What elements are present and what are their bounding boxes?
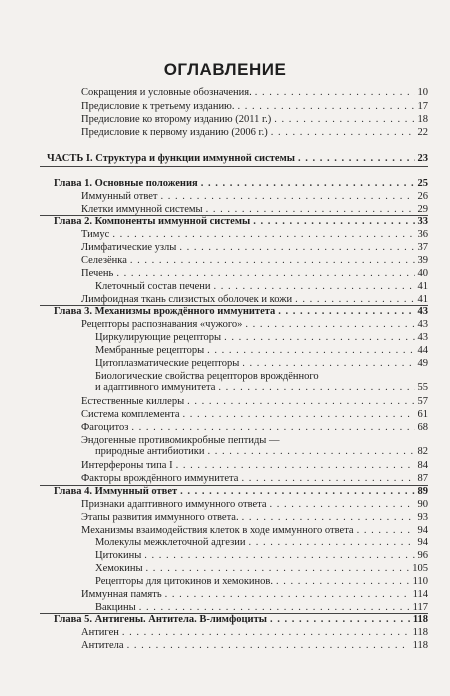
toc-entry-title: Антиген [81, 627, 119, 638]
toc-entry-title: Глава 4. Иммунный ответ [54, 486, 178, 497]
toc-leader-dots [130, 255, 415, 267]
toc-entry[interactable] [95, 563, 428, 575]
toc-entry-title: Глава 2. Компоненты иммунной системы [54, 216, 251, 227]
toc-entry-title: Глава 5. Антигены. Антитела. В-лимфоциты [54, 614, 267, 625]
toc-entry[interactable] [95, 602, 428, 614]
toc-entry-page: 105 [412, 563, 428, 574]
toc-leader-dots [248, 537, 414, 549]
toc-entry[interactable] [54, 486, 428, 498]
toc-entry-page: 39 [417, 255, 428, 266]
toc-entry-title: Биологические свойства рецепторов врождённого [95, 371, 319, 382]
toc-entry[interactable] [81, 627, 428, 639]
toc-entry-title: Печень [81, 268, 114, 279]
toc-entry[interactable] [95, 281, 428, 293]
toc-entry[interactable] [54, 216, 428, 228]
toc-entry-title: Цитокины [95, 550, 142, 561]
toc-leader-dots [122, 627, 410, 639]
toc-entry[interactable] [95, 576, 428, 588]
toc-entry[interactable] [81, 242, 428, 254]
toc-leader-dots [179, 242, 414, 254]
toc-entry-page: 41 [417, 281, 428, 292]
toc-entry-page: 114 [412, 589, 428, 600]
toc-entry-title: ЧАСТЬ I. Структура и функции иммунной системы [47, 153, 295, 164]
toc-entry-page: 44 [417, 345, 428, 356]
toc-entry[interactable] [95, 358, 428, 370]
toc-entry-page: 40 [417, 268, 428, 279]
toc-entry-title: Молекулы межклеточной адгезии [95, 537, 246, 548]
toc-entry-title: Рецепторы распознавания «чужого» [81, 319, 243, 330]
toc-entry[interactable] [95, 345, 428, 357]
toc-entry-page: 55 [417, 382, 428, 393]
toc-entry-title: Иммунный ответ [81, 191, 158, 202]
toc-entry-title: Предисловие к первому изданию (2006 г.) [81, 127, 268, 138]
toc-entry-title: Мембранные рецепторы [95, 345, 205, 356]
toc-leader-dots [242, 358, 414, 370]
toc-entry-page: 87 [417, 473, 428, 484]
toc-entry-title: Циркулирующие рецепторы [95, 332, 222, 343]
toc-entry-title: Клеточный состав печени [95, 281, 211, 292]
toc-entry[interactable] [81, 422, 428, 434]
toc-entry[interactable] [81, 409, 428, 421]
toc-leader-dots [295, 294, 414, 306]
toc-entry[interactable] [95, 537, 428, 549]
toc-entry-title: Цитоплазматические рецепторы [95, 358, 240, 369]
toc-entry-page: 110 [412, 576, 428, 587]
toc-entry-page: 82 [417, 446, 428, 457]
toc-entry-title: Рецепторы для цитокинов и хемокинов. [95, 576, 273, 587]
toc-leader-dots [176, 460, 415, 472]
toc-entry[interactable] [81, 229, 428, 241]
toc-leader-dots [112, 229, 414, 241]
toc-entry[interactable] [95, 332, 428, 344]
toc-leader-dots [206, 204, 415, 216]
toc-entry-title: Лимфоидная ткань слизистых оболочек и кожи [81, 294, 293, 305]
toc-leader-dots [238, 101, 415, 113]
toc-entry[interactable] [47, 153, 428, 165]
toc-entry[interactable] [81, 255, 428, 267]
toc-entry-page: 68 [417, 422, 428, 433]
toc-entry-title: Система комплемента [81, 409, 180, 420]
toc-entry-page: 10 [417, 87, 428, 98]
toc-entry-page: 37 [417, 242, 428, 253]
toc-entry-page: 43 [417, 306, 428, 317]
toc-entry[interactable] [54, 306, 428, 318]
section-divider [40, 166, 428, 167]
toc-leader-dots [144, 550, 414, 562]
toc-entry-title: Факторы врождённого иммунитета [81, 473, 239, 484]
toc-entry-page: 41 [417, 294, 428, 305]
toc-entry-title: Сокращения и условные обозначения. [81, 87, 252, 98]
toc-entry-page: 29 [417, 204, 428, 215]
toc-leader-dots [207, 345, 414, 357]
toc-entry-page: 94 [417, 525, 428, 536]
toc-entry-page: 25 [417, 178, 428, 189]
toc-entry-page: 118 [412, 640, 428, 651]
toc-leader-dots [131, 422, 414, 434]
toc-entry[interactable] [81, 191, 428, 203]
toc-leader-dots [298, 153, 415, 165]
toc-leader-dots [201, 178, 415, 190]
toc-entry-page: 117 [412, 602, 428, 613]
toc-leader-dots [253, 216, 414, 228]
toc-entry-page: 36 [417, 229, 428, 240]
toc-entry-title: Клетки иммунной системы [81, 204, 203, 215]
toc-entry[interactable] [81, 460, 428, 472]
toc-leader-dots [165, 589, 410, 601]
toc-entry-page: 17 [417, 101, 428, 112]
toc-entry-page: 43 [417, 319, 428, 330]
toc-entry[interactable] [81, 268, 428, 280]
toc-leader-dots [255, 87, 415, 99]
toc-leader-dots [187, 396, 414, 408]
toc-leader-dots [242, 512, 415, 524]
toc-leader-dots [218, 382, 414, 394]
toc-leader-dots [161, 191, 415, 203]
toc-entry-page: 118 [412, 627, 428, 638]
toc-entry[interactable] [81, 319, 428, 331]
toc-entry-page: 118 [412, 614, 428, 625]
toc-leader-dots [146, 563, 410, 575]
toc-leader-dots [214, 281, 415, 293]
toc-entry[interactable] [81, 499, 428, 511]
toc-leader-dots [270, 614, 410, 626]
toc-entry-page: 57 [417, 396, 428, 407]
toc-leader-dots [241, 473, 414, 485]
toc-entry-title: Механизмы взаимодействия клеток в ходе иммунного ответа [81, 525, 354, 536]
toc-leader-dots [271, 127, 415, 139]
toc-entry[interactable] [81, 589, 428, 601]
toc-leader-dots [207, 446, 414, 458]
toc-entry-title: Антитела [81, 640, 124, 651]
toc-entry-page: 89 [417, 486, 428, 497]
toc-leader-dots [139, 602, 410, 614]
toc-entry-title: Естественные киллеры [81, 396, 185, 407]
toc-entry-page: 43 [417, 332, 428, 343]
toc-entry-title: Тимус [81, 229, 110, 240]
toc-entry-page: 94 [417, 537, 428, 548]
toc-entry-page: 61 [417, 409, 428, 420]
toc-entry[interactable] [81, 396, 428, 408]
toc-entry[interactable] [81, 512, 428, 524]
toc-entry-page: 22 [417, 127, 428, 138]
toc-entry[interactable] [81, 640, 428, 652]
toc-entry[interactable] [95, 382, 428, 394]
toc-entry[interactable] [81, 87, 428, 99]
toc-entry-title: и адаптивного иммунитета [95, 382, 216, 393]
toc-entry-title: Лимфатические узлы [81, 242, 177, 253]
toc-entry-page: 93 [417, 512, 428, 523]
toc-entry[interactable] [81, 473, 428, 485]
toc-entry-page: 23 [417, 153, 428, 164]
toc-entry[interactable] [81, 294, 428, 306]
toc-leader-dots [245, 319, 414, 331]
toc-entry-title: Вакцины [95, 602, 136, 613]
toc-entry-title: Предисловие ко второму изданию (2011 г.) [81, 114, 272, 125]
toc-entry[interactable] [81, 204, 428, 216]
toc-leader-dots [224, 332, 414, 344]
toc-entry-title: Хемокины [95, 563, 143, 574]
toc-entry-title: Предисловие к третьему изданию. [81, 101, 235, 112]
toc-entry[interactable] [95, 446, 428, 458]
toc-entry-page: 90 [417, 499, 428, 510]
toc-entry-title: Иммунная память [81, 589, 162, 600]
toc-entry-page: 26 [417, 191, 428, 202]
toc-entry-page: 33 [417, 216, 428, 227]
toc-entry-title: Этапы развития иммунного ответа. [81, 512, 239, 523]
toc-entry-title: Глава 1. Основные положения [54, 178, 198, 189]
toc-entry[interactable] [81, 525, 428, 537]
toc-entry-title: Признаки адаптивного иммунного ответа [81, 499, 267, 510]
toc-entry[interactable] [54, 178, 428, 190]
toc-leader-dots [180, 486, 414, 498]
toc-entry-page: 18 [417, 114, 428, 125]
toc-entry-title: Эндогенные противомикробные пептиды — [81, 435, 280, 446]
toc-entry-title: природные антибиотики [95, 446, 205, 457]
toc-entry-title: Интерфероны типа I [81, 460, 173, 471]
toc-leader-dots [357, 525, 415, 537]
toc-leader-dots [274, 114, 414, 126]
toc-entry[interactable] [81, 114, 428, 126]
toc-entry-page: 96 [417, 550, 428, 561]
toc-entry[interactable] [81, 127, 428, 139]
toc-entry-title: Селезёнка [81, 255, 127, 266]
toc-entry[interactable] [95, 550, 428, 562]
toc-entry-page: 49 [417, 358, 428, 369]
toc-entry-title: Фагоцитоз [81, 422, 129, 433]
toc-leader-dots [116, 268, 414, 280]
toc-leader-dots [182, 409, 414, 421]
toc-entry-title: Глава 3. Механизмы врождённого иммунитета [54, 306, 276, 317]
toc-leader-dots [127, 640, 410, 652]
toc-leader-dots [278, 306, 414, 318]
toc-leader-dots [276, 576, 410, 588]
toc-entry[interactable] [54, 614, 428, 626]
toc-entry[interactable] [81, 101, 428, 113]
page-title: ОГЛАВЛЕНИЕ [163, 60, 287, 79]
toc-leader-dots [270, 499, 415, 511]
toc-entry-page: 84 [417, 460, 428, 471]
